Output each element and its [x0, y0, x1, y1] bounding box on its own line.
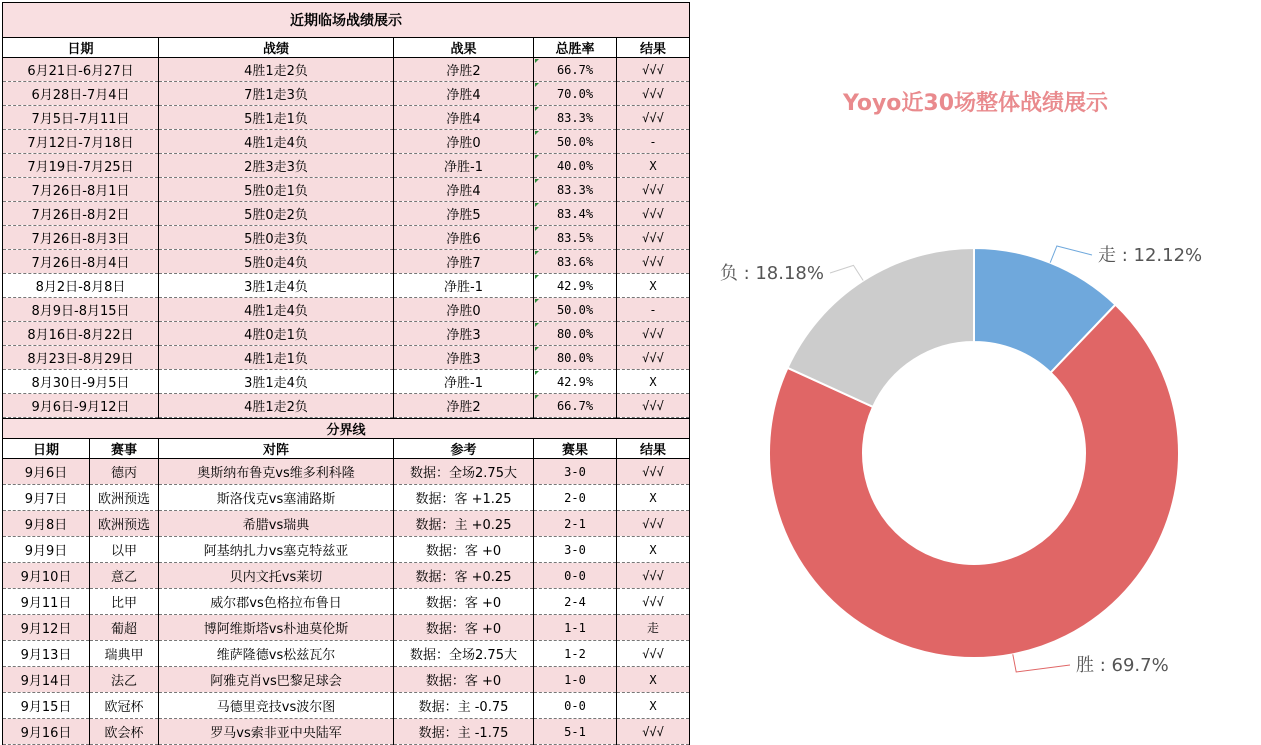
- slice-label-胜: 胜 : 69.7%: [1076, 655, 1169, 676]
- table2-cell: 0-0: [534, 693, 617, 719]
- table2-row: [3, 615, 690, 641]
- table2-cell: 9月8日: [3, 511, 90, 537]
- table2-cell: 数据：客 +1.25: [394, 485, 534, 511]
- table1-cell: 83.5%: [534, 226, 617, 250]
- table1-row: [3, 82, 690, 106]
- slice-label-负: 负 : 18.18%: [719, 263, 824, 284]
- table2-cell: 5-1: [534, 719, 617, 745]
- leader-line-胜: [1013, 654, 1070, 672]
- table2-cell: 威尔郡vs色格拉布鲁日: [159, 589, 394, 615]
- table1-cell: 50.0%: [534, 298, 617, 322]
- table1-cell: 80.0%: [534, 346, 617, 370]
- table2-row: [3, 719, 690, 745]
- table2-row: [3, 641, 690, 667]
- table1-cell: X: [617, 274, 690, 298]
- table2-cell: X: [617, 485, 690, 511]
- table1-row: [3, 250, 690, 274]
- table2-header-cell: 赛事: [90, 439, 159, 459]
- table2-cell: 奥斯纳布鲁克vs维多利科隆: [159, 459, 394, 485]
- table2-cell: 1-0: [534, 667, 617, 693]
- table1-cell: 8月9日-8月15日: [3, 298, 159, 322]
- table1-cell: 83.6%: [534, 250, 617, 274]
- table2-header-cell: 对阵: [159, 439, 394, 459]
- table2-row: [3, 511, 690, 537]
- table2-cell: √√√: [617, 459, 690, 485]
- table2-cell: 1-2: [534, 641, 617, 667]
- table2-cell: 数据：客 +0: [394, 615, 534, 641]
- table2-cell: 维萨隆德vs松兹瓦尔: [159, 641, 394, 667]
- table2-row: [3, 485, 690, 511]
- table1-cell: 净胜4: [394, 178, 534, 202]
- table1-cell: 50.0%: [534, 130, 617, 154]
- table2-cell: 9月15日: [3, 693, 90, 719]
- table2-cell: 数据：全场2.75大: [394, 459, 534, 485]
- table2-header-cell: 结果: [617, 439, 690, 459]
- table2-cell: 数据：客 +0.25: [394, 563, 534, 589]
- table1-row: [3, 202, 690, 226]
- table2-header-cell: 日期: [3, 439, 90, 459]
- recent-record-table: [2, 2, 690, 418]
- table2-cell: 欧洲预选: [90, 485, 159, 511]
- table1-cell: 7月5日-7月11日: [3, 106, 159, 130]
- table2-cell: 意乙: [90, 563, 159, 589]
- table1-cell: √√√: [617, 250, 690, 274]
- table2-cell: 德丙: [90, 459, 159, 485]
- table1-row: [3, 394, 690, 418]
- table1-row: [3, 58, 690, 82]
- chart-title: Yoyo近30场整体战绩展示: [842, 91, 1109, 116]
- table1-cell: 4胜0走1负: [159, 322, 394, 346]
- table2-header-cell: 赛果: [534, 439, 617, 459]
- table1-cell: √√√: [617, 178, 690, 202]
- table1-row: [3, 130, 690, 154]
- table2-cell: 3-0: [534, 459, 617, 485]
- table1-cell: √√√: [617, 106, 690, 130]
- table1-cell: 净胜3: [394, 322, 534, 346]
- table1-cell: 净胜0: [394, 298, 534, 322]
- table2-cell: 欧洲预选: [90, 511, 159, 537]
- table2-header-cell: 参考: [394, 439, 534, 459]
- table1-cell: 净胜2: [394, 394, 534, 418]
- table2-cell: 数据：全场2.75大: [394, 641, 534, 667]
- table1-cell: 8月30日-9月5日: [3, 370, 159, 394]
- table1-cell: 4胜1走4负: [159, 130, 394, 154]
- table2-cell: 罗马vs索非亚中央陆军: [159, 719, 394, 745]
- table1-cell: 净胜5: [394, 202, 534, 226]
- table1-cell: 40.0%: [534, 154, 617, 178]
- table2-cell: 9月12日: [3, 615, 90, 641]
- table1-cell: 6月28日-7月4日: [3, 82, 159, 106]
- table1-cell: 66.7%: [534, 394, 617, 418]
- table2-cell: 欧会杯: [90, 719, 159, 745]
- table1-row: [3, 106, 690, 130]
- table1-row: [3, 226, 690, 250]
- table1-cell: 7胜1走3负: [159, 82, 394, 106]
- table2-cell: X: [617, 693, 690, 719]
- table2-cell: 9月9日: [3, 537, 90, 563]
- table1-cell: 7月26日-8月2日: [3, 202, 159, 226]
- table2-row: [3, 667, 690, 693]
- table1-cell: X: [617, 370, 690, 394]
- table1-cell: 5胜1走1负: [159, 106, 394, 130]
- table1-cell: 6月21日-6月27日: [3, 58, 159, 82]
- table2-cell: 3-0: [534, 537, 617, 563]
- table1-cell: 净胜4: [394, 106, 534, 130]
- table1-cell: 8月23日-8月29日: [3, 346, 159, 370]
- table1-cell: 5胜0走1负: [159, 178, 394, 202]
- table1-cell: 83.4%: [534, 202, 617, 226]
- chart-area: [690, 0, 1261, 740]
- table2-cell: 2-1: [534, 511, 617, 537]
- table1-row: [3, 346, 690, 370]
- table2-cell: 贝内文托vs莱切: [159, 563, 394, 589]
- table1-cell: 5胜0走3负: [159, 226, 394, 250]
- table1-cell: 80.0%: [534, 322, 617, 346]
- table2-cell: 阿基纳扎力vs塞克特兹亚: [159, 537, 394, 563]
- table2-row: [3, 693, 690, 719]
- table2-cell: 9月7日: [3, 485, 90, 511]
- table2-cell: √√√: [617, 641, 690, 667]
- table2-cell: 数据：主 -0.75: [394, 693, 534, 719]
- table2-cell: √√√: [617, 719, 690, 745]
- table1-header-cell: 日期: [3, 38, 159, 58]
- table1-header-cell: 战绩: [159, 38, 394, 58]
- table1-header-cell: 战果: [394, 38, 534, 58]
- table1-cell: 净胜-1: [394, 154, 534, 178]
- table2-cell: X: [617, 667, 690, 693]
- table2-cell: 数据：客 +0: [394, 537, 534, 563]
- table1-cell: 3胜1走4负: [159, 274, 394, 298]
- table1-cell: 5胜0走4负: [159, 250, 394, 274]
- leader-line-负: [830, 265, 863, 280]
- match-table: [2, 418, 690, 745]
- table1-cell: -: [617, 298, 690, 322]
- table1-cell: 7月12日-7月18日: [3, 130, 159, 154]
- table1-cell: 7月26日-8月1日: [3, 178, 159, 202]
- table1-cell: -: [617, 130, 690, 154]
- table2-cell: 希腊vs瑞典: [159, 511, 394, 537]
- table1-cell: 4胜1走1负: [159, 346, 394, 370]
- table1-cell: √√√: [617, 322, 690, 346]
- table1-cell: 净胜-1: [394, 274, 534, 298]
- table1-cell: √√√: [617, 82, 690, 106]
- table1-cell: 9月6日-9月12日: [3, 394, 159, 418]
- table2-cell: √√√: [617, 589, 690, 615]
- table2-cell: 走: [617, 615, 690, 641]
- table2-cell: 数据：主 -1.75: [394, 719, 534, 745]
- table1-cell: 净胜6: [394, 226, 534, 250]
- table2-cell: 9月13日: [3, 641, 90, 667]
- table2-cell: 9月6日: [3, 459, 90, 485]
- table1-header-cell: 结果: [617, 38, 690, 58]
- table1-cell: √√√: [617, 202, 690, 226]
- table1-cell: 42.9%: [534, 274, 617, 298]
- table2-cell: 9月16日: [3, 719, 90, 745]
- table2-row: [3, 563, 690, 589]
- table1-row: [3, 322, 690, 346]
- table1-cell: 净胜7: [394, 250, 534, 274]
- slice-label-走: 走 : 12.12%: [1098, 245, 1203, 266]
- table1-header-cell: 总胜率: [534, 38, 617, 58]
- table2-row: [3, 459, 690, 485]
- table1-cell: 66.7%: [534, 58, 617, 82]
- table1-cell: 7月26日-8月3日: [3, 226, 159, 250]
- table2-cell: 数据：主 +0.25: [394, 511, 534, 537]
- table1-row: [3, 178, 690, 202]
- table2-cell: 马德里竞技vs波尔图: [159, 693, 394, 719]
- table1-cell: 4胜1走2负: [159, 58, 394, 82]
- table1-cell: 净胜-1: [394, 370, 534, 394]
- table2-cell: 瑞典甲: [90, 641, 159, 667]
- table1-cell: 70.0%: [534, 82, 617, 106]
- table1-cell: 7月19日-7月25日: [3, 154, 159, 178]
- table1-cell: X: [617, 154, 690, 178]
- table1-cell: 净胜2: [394, 58, 534, 82]
- table2-cell: √√√: [617, 563, 690, 589]
- table2-cell: 9月10日: [3, 563, 90, 589]
- table2-cell: 葡超: [90, 615, 159, 641]
- table1-cell: 8月16日-8月22日: [3, 322, 159, 346]
- table1-cell: 4胜1走4负: [159, 298, 394, 322]
- leader-line-走: [1050, 246, 1092, 263]
- table1-row: [3, 154, 690, 178]
- table2-cell: 9月14日: [3, 667, 90, 693]
- table1-title: 近期临场战绩展示: [3, 3, 690, 38]
- table1-cell: 4胜1走2负: [159, 394, 394, 418]
- table2-cell: 1-1: [534, 615, 617, 641]
- table2-cell: X: [617, 537, 690, 563]
- table1-cell: 83.3%: [534, 178, 617, 202]
- table1-cell: 5胜0走2负: [159, 202, 394, 226]
- table1-cell: √√√: [617, 58, 690, 82]
- table1-cell: 净胜3: [394, 346, 534, 370]
- table1-cell: 净胜0: [394, 130, 534, 154]
- table1-cell: 净胜4: [394, 82, 534, 106]
- table2-cell: 比甲: [90, 589, 159, 615]
- divider-label: 分界线: [3, 419, 690, 439]
- table2-row: [3, 589, 690, 615]
- table2-cell: 2-0: [534, 485, 617, 511]
- table2-cell: 阿雅克肖vs巴黎足球会: [159, 667, 394, 693]
- table1-cell: 2胜3走3负: [159, 154, 394, 178]
- table2-cell: 以甲: [90, 537, 159, 563]
- table2-cell: 数据：客 +0: [394, 667, 534, 693]
- table2-cell: 欧冠杯: [90, 693, 159, 719]
- table2-cell: 2-4: [534, 589, 617, 615]
- table2-cell: √√√: [617, 511, 690, 537]
- table1-cell: √√√: [617, 394, 690, 418]
- table1-row: [3, 274, 690, 298]
- table1-cell: 3胜1走4负: [159, 370, 394, 394]
- table2-cell: 法乙: [90, 667, 159, 693]
- table1-cell: 42.9%: [534, 370, 617, 394]
- table1-row: [3, 370, 690, 394]
- table1-cell: √√√: [617, 346, 690, 370]
- table2-cell: 博阿维斯塔vs朴迪莫伦斯: [159, 615, 394, 641]
- table1-cell: √√√: [617, 226, 690, 250]
- table2-cell: 0-0: [534, 563, 617, 589]
- table2-cell: 数据：客 +0: [394, 589, 534, 615]
- table1-cell: 83.3%: [534, 106, 617, 130]
- records-panel: [2, 2, 689, 745]
- table2-cell: 9月11日: [3, 589, 90, 615]
- table2-row: [3, 537, 690, 563]
- table1-cell: 7月26日-8月4日: [3, 250, 159, 274]
- table1-cell: 8月2日-8月8日: [3, 274, 159, 298]
- table1-row: [3, 298, 690, 322]
- table2-cell: 斯洛伐克vs塞浦路斯: [159, 485, 394, 511]
